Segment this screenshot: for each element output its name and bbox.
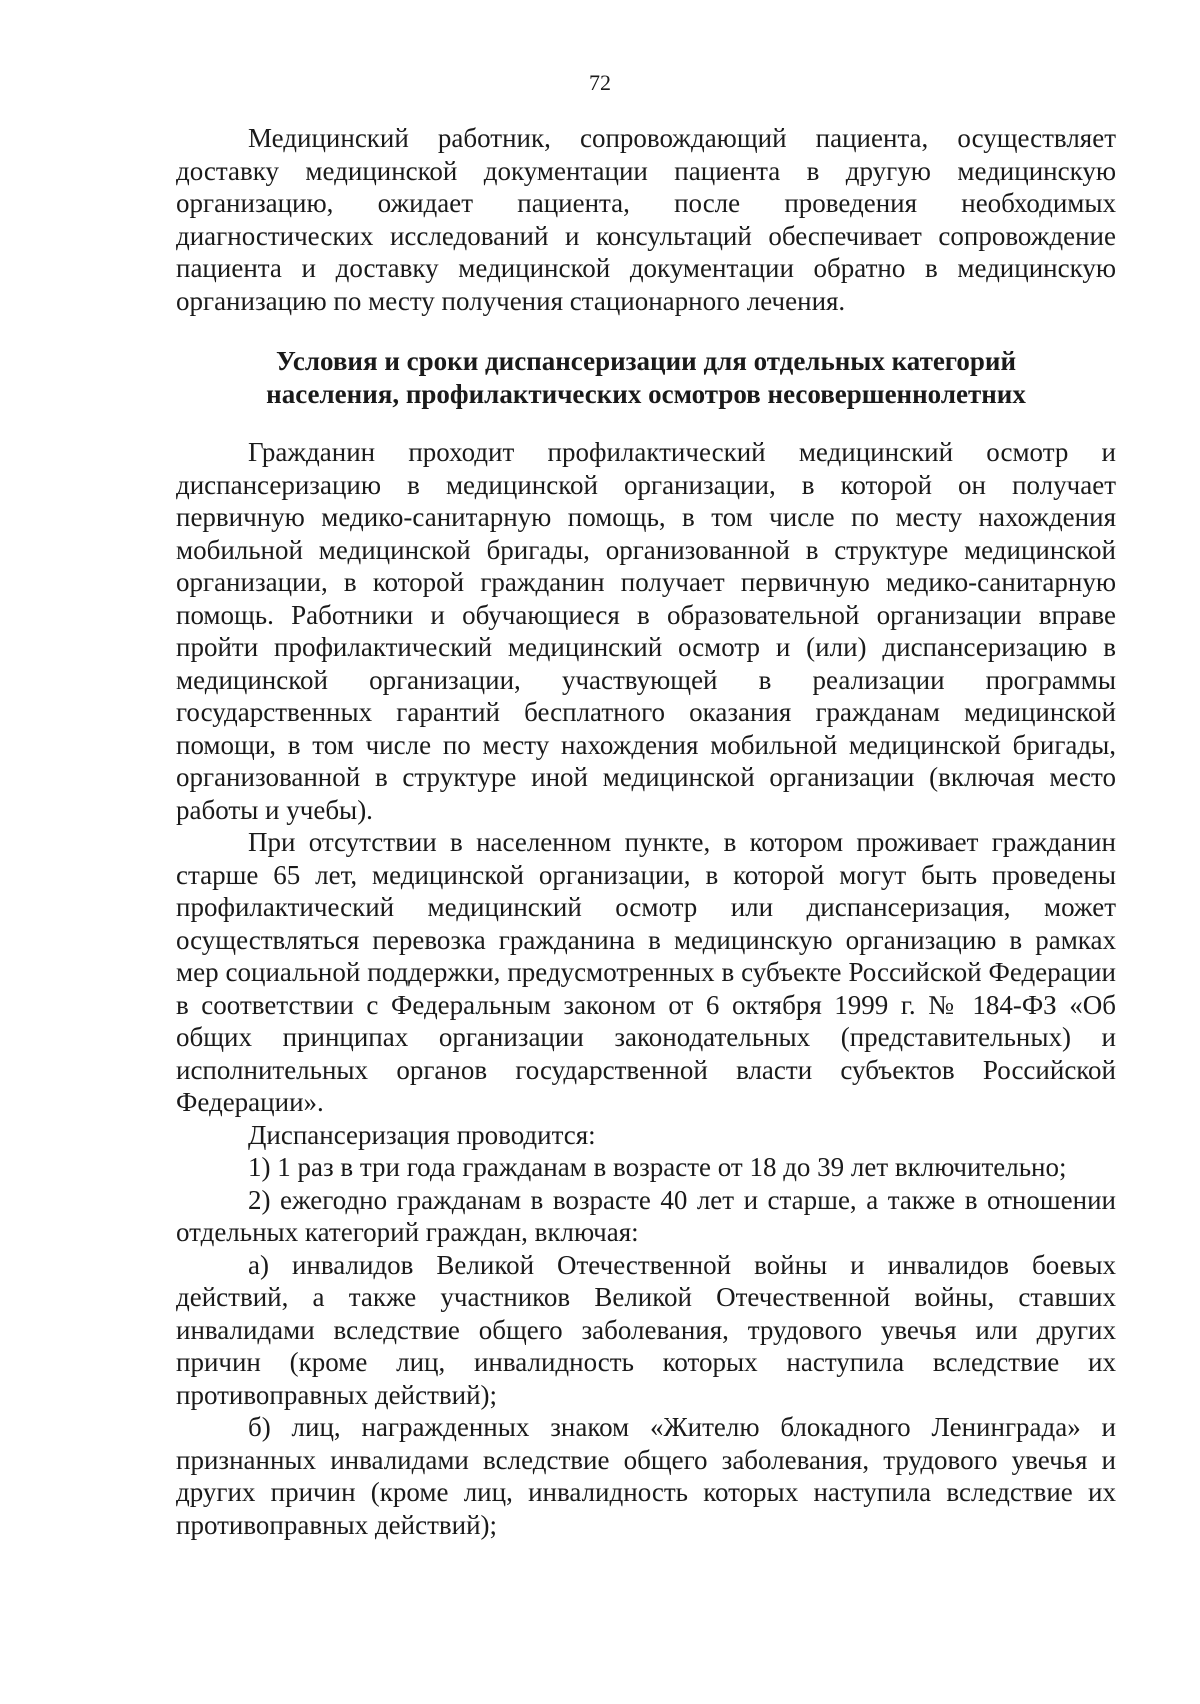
paragraph: Медицинский работник, сопровождающий пациента, осуществляет доставку медицинской документации пациента в другую медицинскую организацию, ожидает пациента, после проведения необходимых диагностических исследований и консультаций обеспечивает сопровождение пациента и доставку медицинской документации обратно в медицинскую организацию по месту получения стационарного лечения.	[176, 123, 1116, 316]
page-number: 72	[589, 70, 611, 95]
section-heading-line: населения, профилактических осмотров несовершеннолетних	[266, 378, 1026, 409]
paragraph: Гражданин проходит профилактический медицинский осмотр и диспансеризацию в медицинской организации, в которой он получает первичную медико-санитарную помощь, в том числе по месту нахождения мобильной медицинской бригады, организованной в структуре медицинской организации, в которой гражданин получает первичную медико-санитарную помощь. Работники и обучающиеся в образовательной организации вправе пройти профилактический медицинский осмотр и (или) диспансеризацию в медицинской организации, участвующей в реализации программы государственных гарантий бесплатного оказания гражданам медицинской помощи, в том числе по месту нахождения мобильной медицинской бригады, организованной в структуре иной медицинской организации (включая место работы и учебы).	[176, 437, 1116, 825]
list-item: 1) 1 раз в три года гражданам в возрасте от 18 до 39 лет включительно;	[248, 1152, 1067, 1182]
section-heading-line: Условия и сроки диспансеризации для отдельных категорий	[275, 346, 1017, 376]
section-heading	[176, 345, 1116, 410]
document-body	[176, 122, 1116, 1541]
list-item: 2) ежегодно гражданам в возрасте 40 лет и старше, а также в отношении отдельных категорий граждан, включая:	[176, 1184, 1116, 1247]
paragraph: При отсутствии в населенном пункте, в котором проживает гражданин старше 65 лет, медицинской организации, в которой могут быть проведены профилактический медицинский осмотр или диспансеризация, может осуществляться перевозка гражданина в медицинскую организацию в рамках мер социальной поддержки, предусмотренных в субъекте Российской Федерации в соответствии с Федеральным законом от 6 октября 1999 г. № 184-ФЗ «Об общих принципах организации законодательных (представительных) и исполнительных органов государственной власти субъектов Российской Федерации».	[176, 827, 1116, 1117]
list-item: а) инвалидов Великой Отечественной войны и инвалидов боевых действий, а также участников Великой Отечественной войны, ставших инвалидами вследствие общего заболевания, трудового увечья или других причин (кроме лиц, инвалидность которых наступила вследствие их противоправных действий);	[176, 1249, 1116, 1410]
paragraph: Диспансеризация проводится:	[248, 1119, 596, 1150]
list-item: б) лиц, награжденных знаком «Жителю блокадного Ленинграда» и признанных инвалидами вследствие общего заболевания, трудового увечья и других причин (кроме лиц, инвалидность которых наступила вследствие их противоправных действий);	[176, 1412, 1116, 1540]
